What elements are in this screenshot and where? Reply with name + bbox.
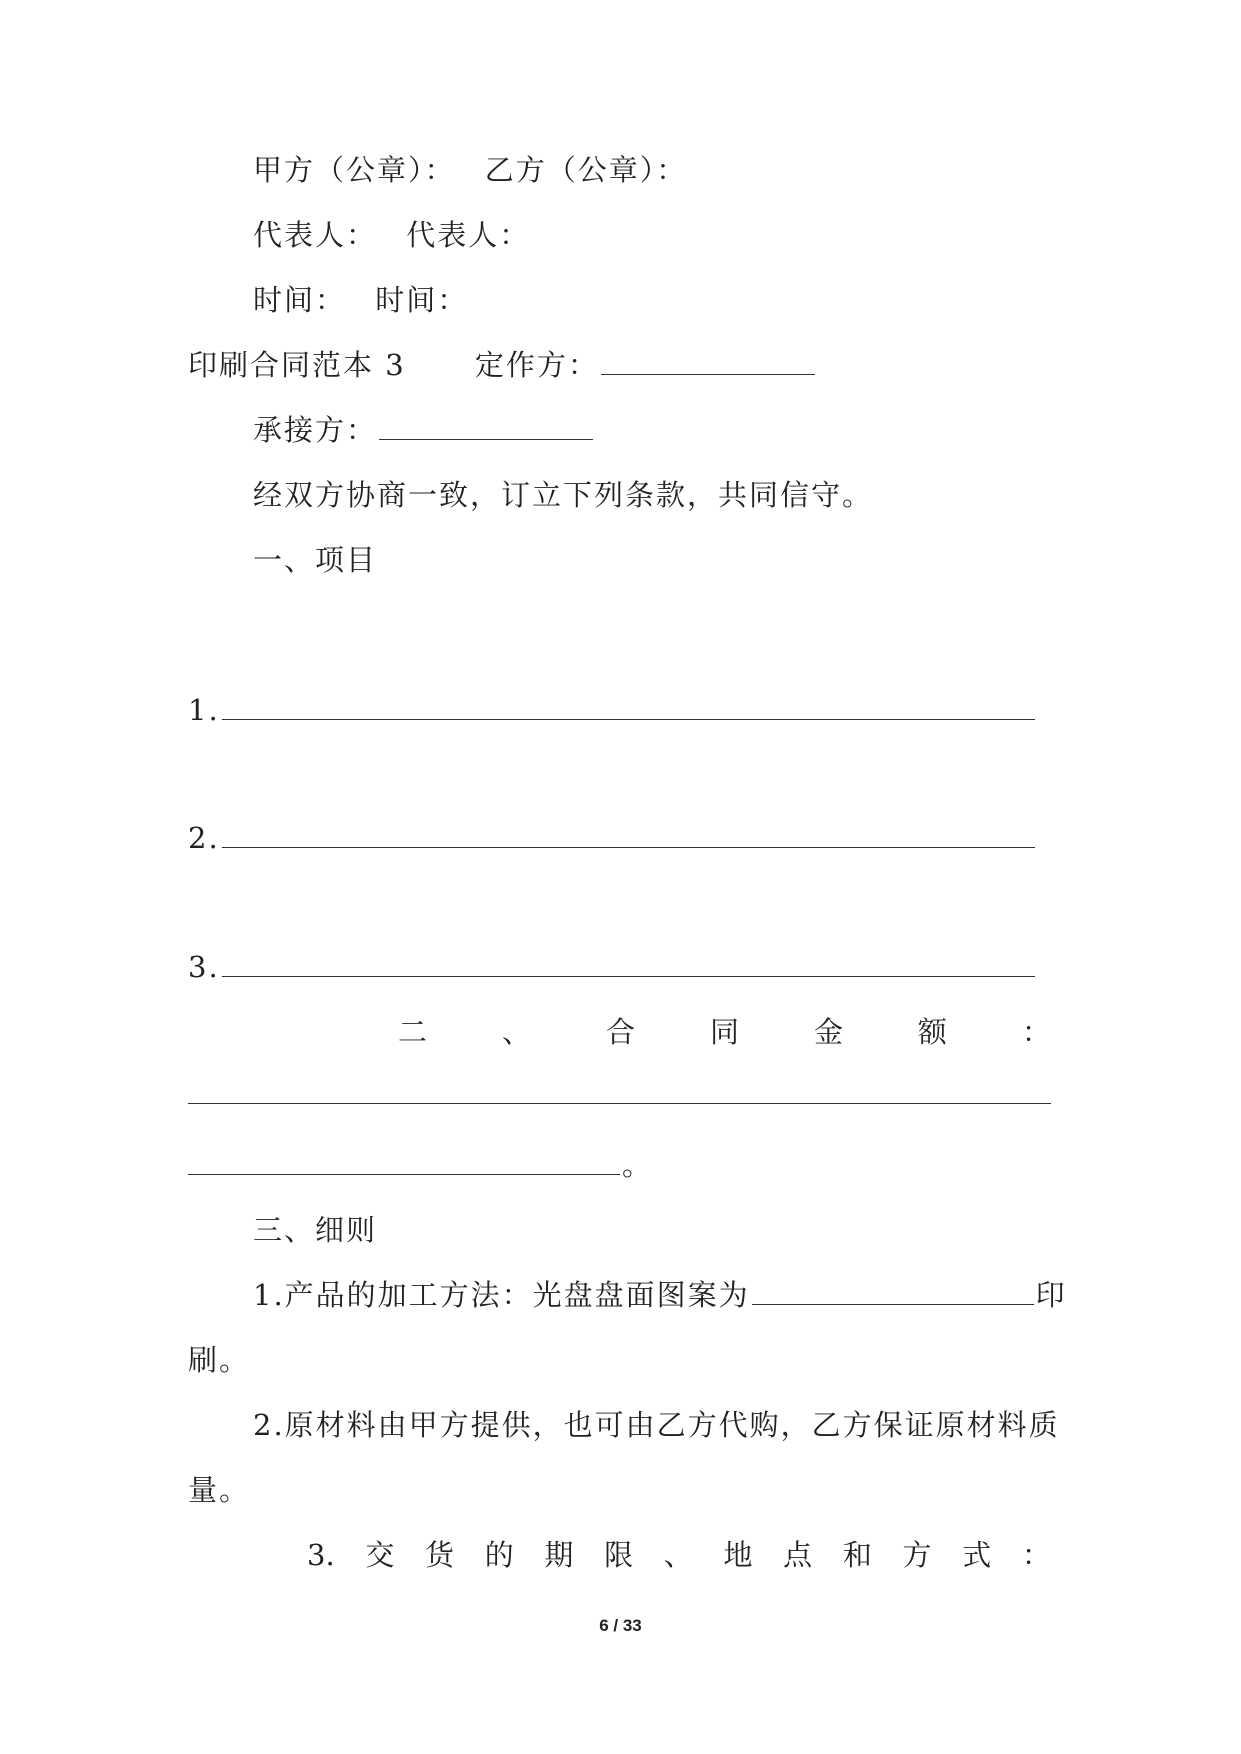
page-number: 6 / 33 [599,1616,642,1635]
section-2-char: 二 [398,1015,428,1049]
section-2-char: ： [1021,1015,1051,1049]
contract-title: 印刷合同范本 3 [188,348,406,382]
rule-3-line [188,1535,1051,1575]
contractor-label: 承接方： [253,413,378,447]
section-2-char: 金 [813,1015,843,1049]
item-2-line [188,818,1037,858]
item-3-line [188,947,1037,987]
time-a-label: 时间： [253,283,347,317]
item-1-blank [222,718,1035,720]
rule-1-line [253,1275,1067,1315]
section-1-heading: 一、项目 [253,543,378,577]
rep-a-label: 代表人： [253,218,378,252]
rep-b-label: 代表人： [406,218,531,252]
orderer-label: 定作方： [474,348,599,382]
item-2-blank [222,846,1035,848]
amount-blank-line-1 [188,1103,1051,1104]
rule-3-char: 期 [544,1538,574,1572]
amount-blank-line-2 [188,1145,653,1185]
rule-3-char: 地 [723,1538,753,1572]
party-a-seal-label: 甲方（公章）： [253,153,456,187]
rule-3-char: 和 [842,1538,872,1572]
amount-blank [188,1173,620,1175]
signature-seal-line [253,150,687,190]
section-2-char: 、 [501,1015,531,1049]
item-3-number: 3. [188,950,220,984]
rule-3-char: 限 [604,1538,634,1572]
amount-end-mark: 。 [622,1148,654,1182]
rule-3-char: 式 [962,1538,992,1572]
section-2-char: 同 [709,1015,739,1049]
section-2-char: 合 [605,1015,635,1049]
rule-3-char: 、 [663,1538,693,1572]
section-2-heading [188,1012,1051,1052]
item-1-number: 1. [188,693,220,727]
section-3-heading: 三、细则 [253,1213,378,1247]
rule-1-tail: 印 [1035,1278,1067,1312]
rule-3-char: 3. [307,1538,335,1572]
rule-3-char: 的 [484,1538,514,1572]
rule-3-char: 交 [365,1538,395,1572]
section-2-char: 额 [917,1015,947,1049]
representative-line [253,215,530,255]
item-2-number: 2. [188,821,220,855]
rule-1-text: 1.产品的加工方法：光盘盘面图案为 [253,1278,750,1312]
party-b-seal-label: 乙方（公章）： [484,153,688,187]
contractor-blank [379,438,593,440]
orderer-blank [601,373,815,375]
rule-2-continuation: 量。 [188,1473,251,1507]
rule-3-char: 货 [425,1538,455,1572]
rule-3-char: 方 [902,1538,932,1572]
contractor-line [253,410,595,450]
item-1-line [188,690,1037,730]
rule-1-blank [752,1303,1034,1305]
time-b-label: 时间： [375,283,469,317]
rule-3-char: 点 [783,1538,813,1572]
rule-2-line: 2.原材料由甲方提供，也可由乙方代购，乙方保证原材料质 [253,1408,1060,1442]
rule-1-continuation: 刷。 [188,1343,251,1377]
item-3-blank [222,975,1035,977]
time-line [253,280,468,320]
rule-3-char: ： [1021,1538,1051,1572]
agreement-paragraph: 经双方协商一致，订立下列条款，共同信守。 [253,478,874,512]
contract-title-line [188,345,817,385]
